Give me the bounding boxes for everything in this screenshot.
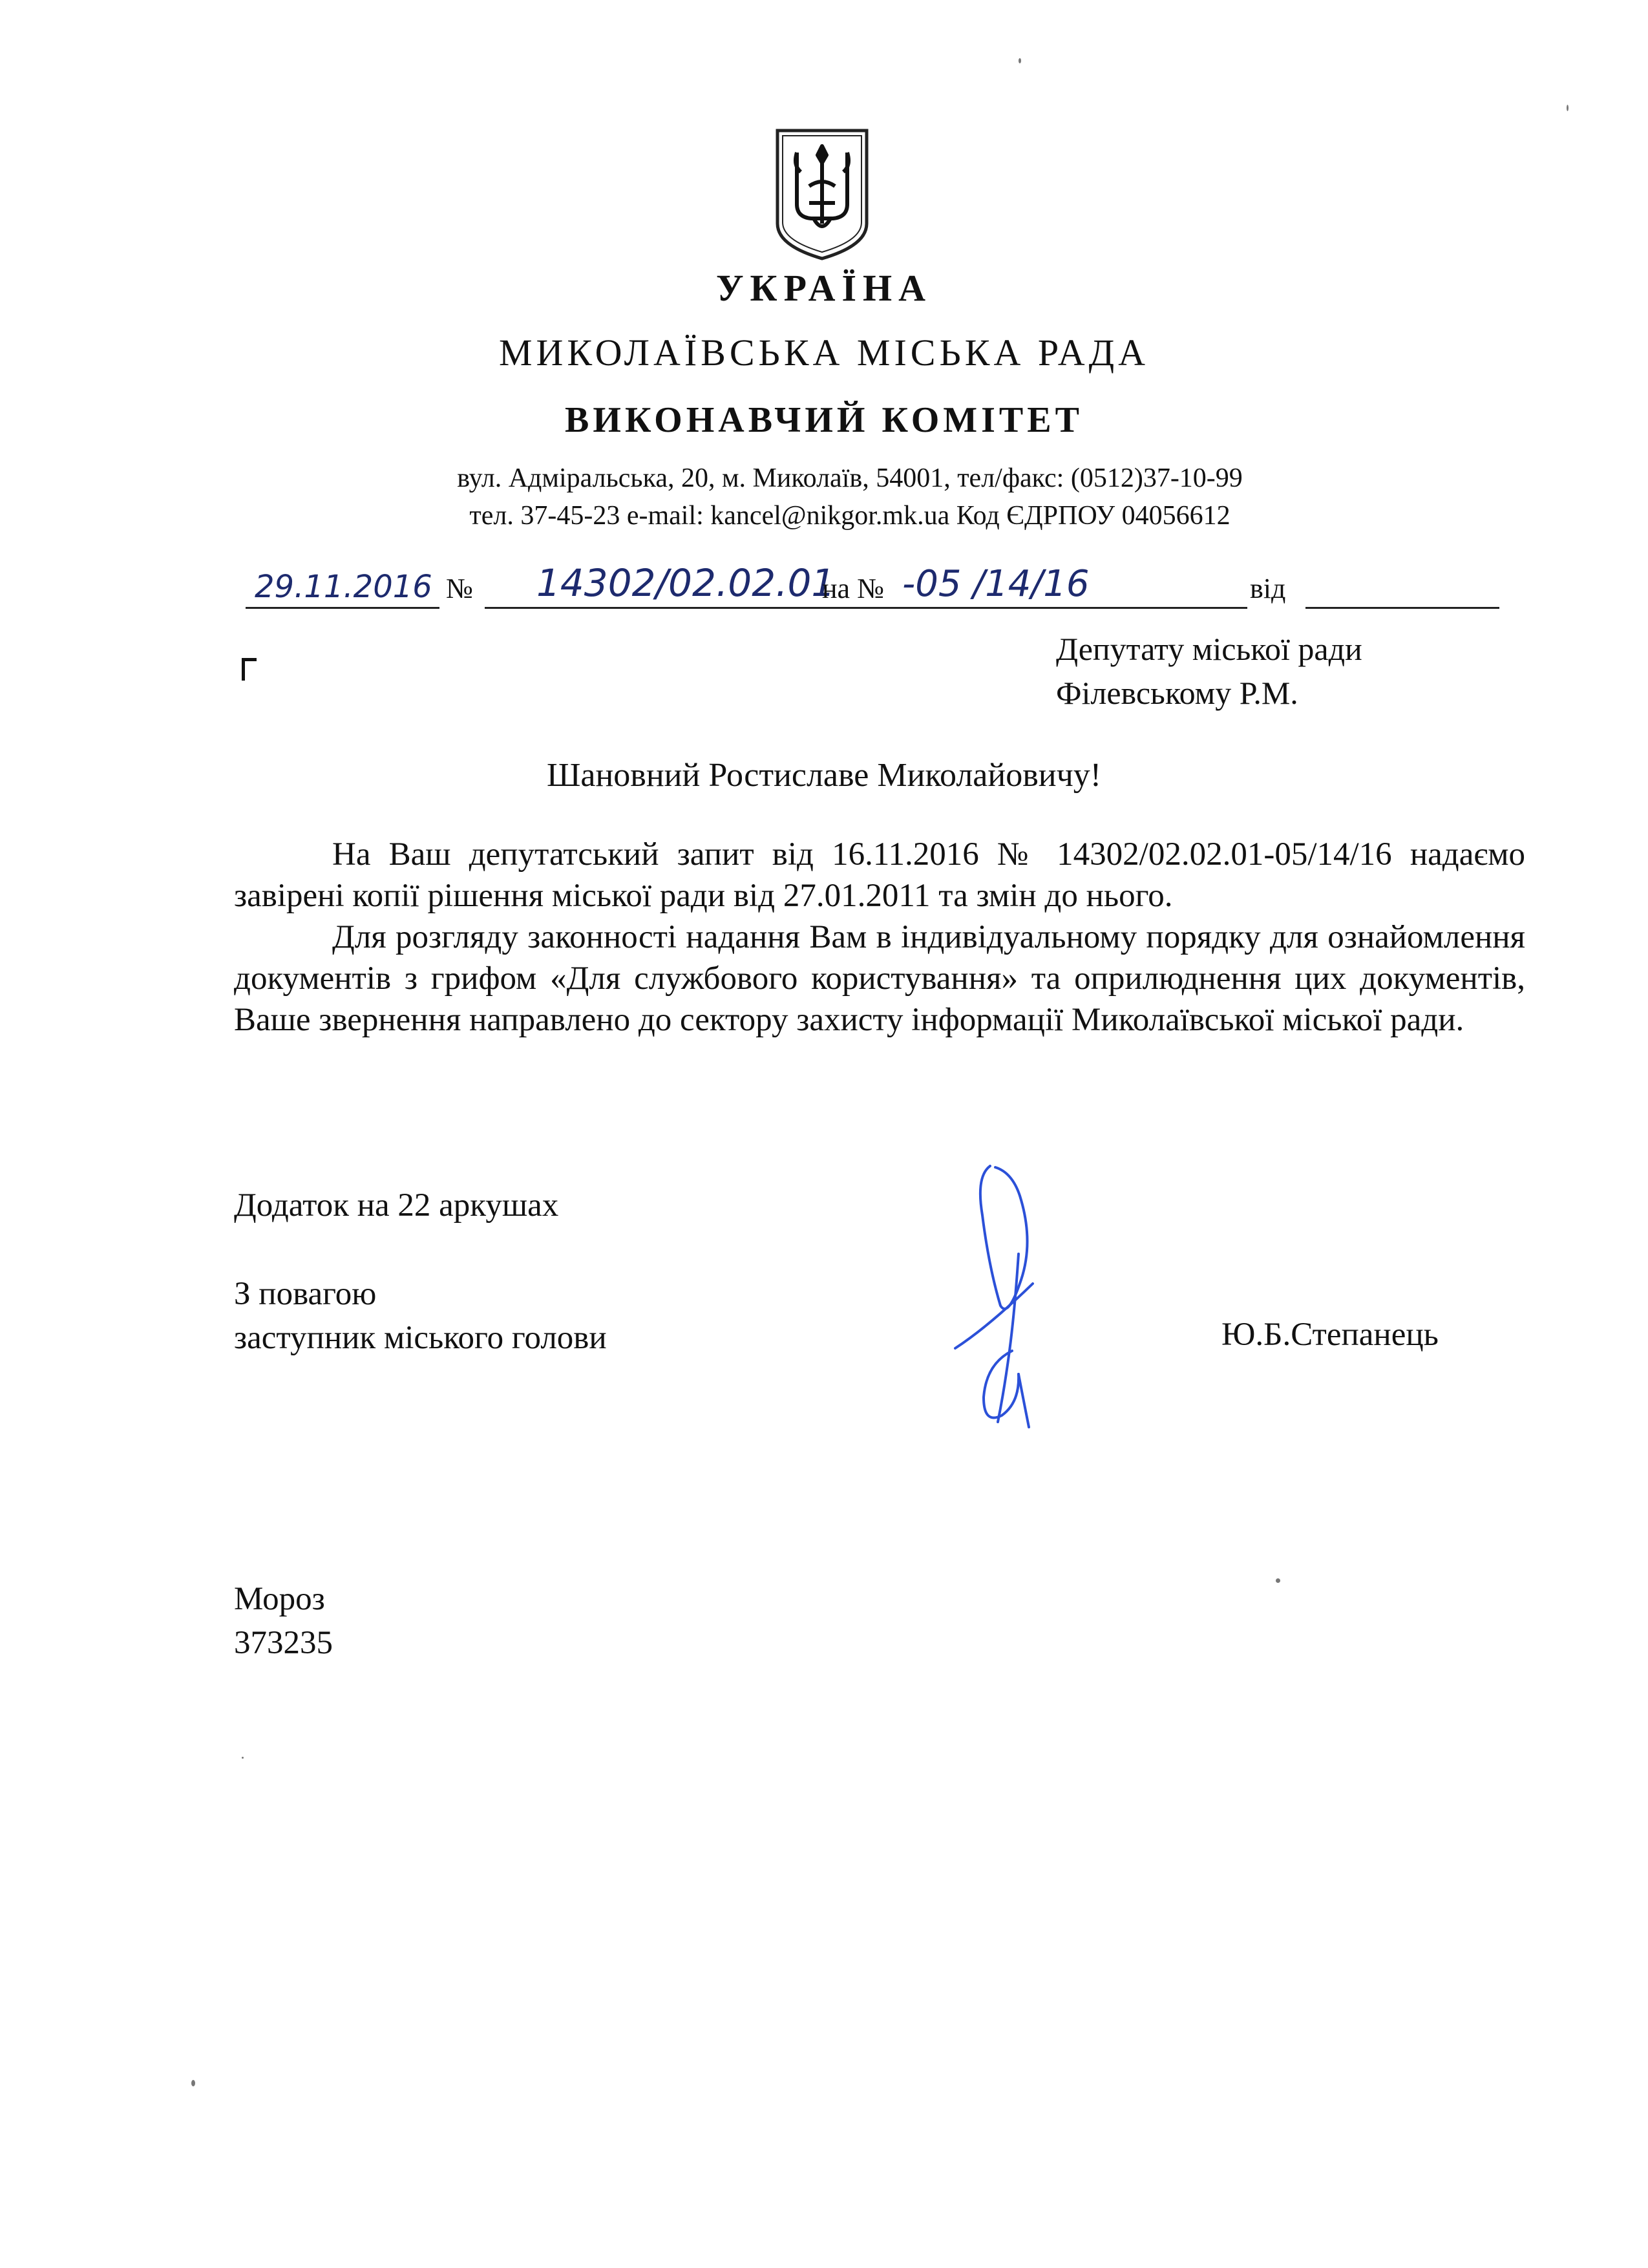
number-label: № — [446, 573, 473, 604]
body-paragraph: Для розгляду законності надання Вам в індивідуальному порядку для ознайомлення документів з грифом «Для службового користування» та оприлюднення цих документів, Ваше звернення направлено до сектору захисту інформації Миколаївської міської ради. — [234, 919, 1525, 1038]
letter-body — [234, 834, 1525, 1041]
scan-speck — [191, 2080, 195, 2086]
country-title: УКРАЇНА — [715, 267, 933, 309]
organization-contacts: тел. 37-45-23 e-mail: kancel@nikgor.mk.ua Код ЄДРПОУ 04056612 — [469, 501, 1231, 531]
from-blank — [1305, 562, 1499, 609]
closing-block — [234, 1272, 607, 1360]
registration-date: 29.11.2016 — [255, 569, 432, 605]
signer-name: Ю.Б.Степанець — [1221, 1317, 1439, 1353]
salutation: Шановний Ростиславе Миколайовичу! — [546, 757, 1102, 794]
handwritten-signature-icon — [950, 1157, 1066, 1435]
reply-to-label: на № — [822, 573, 885, 604]
addressee-block — [1056, 627, 1362, 715]
scan-speck — [1567, 105, 1569, 111]
organization-address: вул. Адміральська, 20, м. Миколаїв, 54001, тел/факс: (0512)37-10-99 — [457, 463, 1243, 493]
registration-line — [246, 561, 1512, 618]
executor-name: Мороз — [234, 1581, 325, 1617]
signer-position: заступник міського голови — [234, 1320, 607, 1356]
council-title: МИКОЛАЇВСЬКА МІСЬКА РАДА — [498, 332, 1150, 374]
committee-title: ВИКОНАВЧИЙ КОМІТЕТ — [565, 400, 1083, 440]
closing-regards: З повагою — [234, 1276, 377, 1312]
addressee-name: Філевському Р.М. — [1056, 675, 1298, 711]
addressee-position: Депутату міської ради — [1056, 631, 1362, 667]
from-label: від — [1250, 573, 1286, 604]
scan-speck — [242, 1757, 244, 1759]
registration-number: 14302/02.02.01 — [536, 561, 836, 605]
trident-coat-of-arms-icon — [774, 127, 871, 262]
body-paragraph: На Ваш депутатський запит від 16.11.2016 № 14302/02.02.01-05/14/16 надаємо завірені копії рішення міської ради від 27.01.2011 та змін до нього. — [234, 836, 1525, 914]
scan-speck — [1276, 1578, 1280, 1583]
executor-block — [234, 1577, 333, 1665]
attachment-note: Додаток на 22 аркушах — [234, 1187, 559, 1224]
executor-phone: 373235 — [234, 1625, 333, 1661]
scan-speck — [1019, 58, 1021, 63]
reply-to-number: -05 /14/16 — [902, 563, 1090, 605]
address-corner-mark — [242, 658, 257, 681]
